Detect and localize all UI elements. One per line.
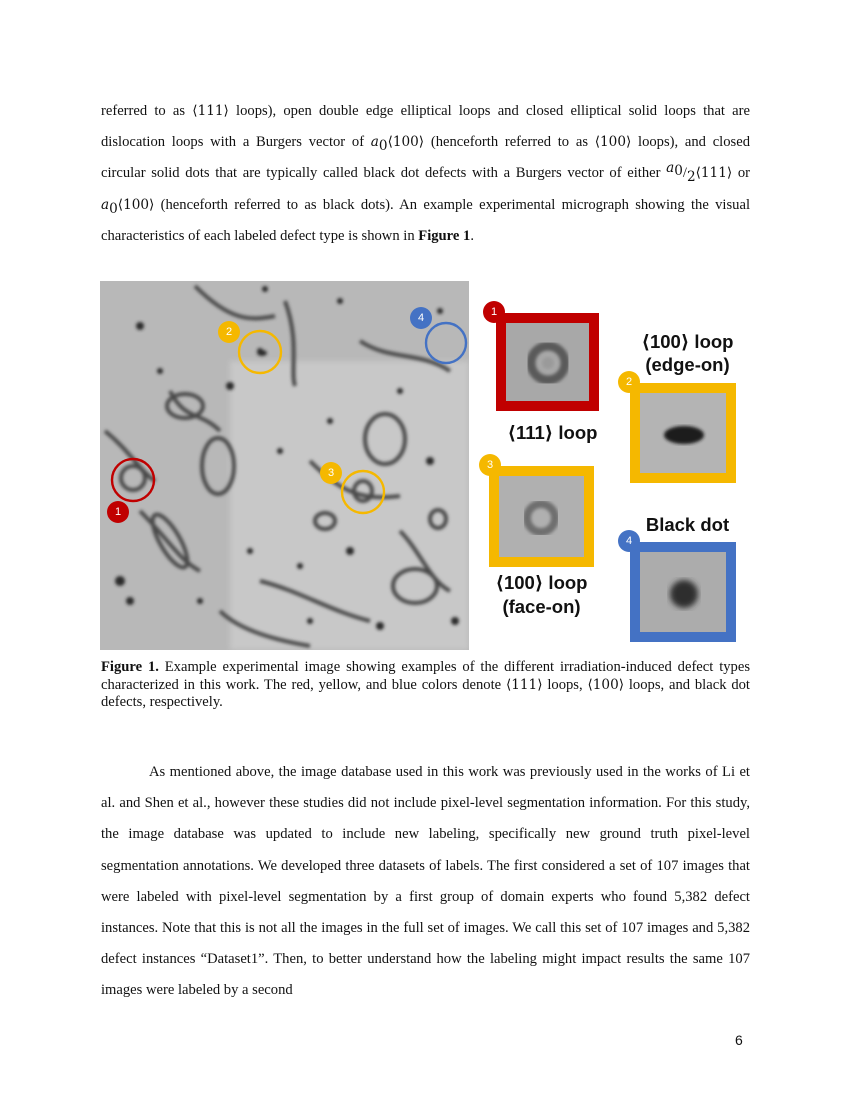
intro-paragraph: referred to as ⟨111⟩ loops), open double edge elliptical loops and closed elliptical solid loops that are dislocation loops with a Burgers vector of $a_0⟨100⟩$ (henceforth referred to as ⟨100⟩ loops), and closed circular solid dots that are typically called black dot defects with a Burgers vector of either $^{a_0}/_2⟨111⟩$ or $a_0⟨100⟩$ (henceforth referred to as black dots). An example experimental micrograph showing the visual characteristics of each labeled defect type is shown in Figure 1.: [101, 103, 750, 244]
label-black-dot: Black dot: [645, 514, 730, 535]
inset-111-loop-image: [506, 323, 589, 401]
badge-4-micrograph: 4: [410, 307, 432, 329]
badge-2-micrograph: 2: [218, 321, 240, 343]
label-100-face-on-1: ⟨100⟩ loop: [495, 572, 588, 593]
badge-3-inset: 3: [479, 454, 501, 476]
label-100-edge-on-2: (edge-on): [645, 354, 730, 375]
inset-100-face-on-image: [499, 476, 584, 557]
inset-100-face-on: [489, 466, 594, 567]
inset-black-dot-image: [640, 552, 726, 632]
body-paragraph: As mentioned above, the image database used in this work was previously used in the works of Li et al. and Shen et al., however these studies did not include pixel-level segmentation information. For this study, the image database was updated to include new labeling, specifically new ground truth pixel-level segmentation annotations. We developed three datasets of labels. The first considered a set of 107 images that were labeled with pixel-level segmentation by a first group of domain experts who found 5,382 defect instances. Note that this is not all the images in the full set of images. We call this set of 107 images and 5,382 defect instances “Dataset1”. Then, to better understand how the labeling might impact results the same 107 images were labeled by a second: [101, 764, 750, 999]
label-111-loop: ⟨111⟩ loop: [507, 422, 598, 443]
badge-4-inset: 4: [618, 530, 640, 552]
micrograph-image: [100, 281, 469, 650]
badge-3-micrograph: 3: [320, 462, 342, 484]
inset-black-dot: [630, 542, 736, 642]
badge-2-inset: 2: [618, 371, 640, 393]
figure-caption: Figure 1. Example experimental image showing examples of the different irradiation-induced defect types characterized in this work. The red, yellow, and blue colors denote ⟨111⟩ loops, ⟨100⟩ loops, and black dot defects, respectively.: [101, 659, 750, 711]
inset-100-edge-on-image: [640, 393, 726, 473]
figure-1: [100, 281, 750, 651]
label-100-edge-on-1: ⟨100⟩ loop: [641, 331, 734, 352]
label-100-face-on-2: (face-on): [502, 596, 581, 617]
inset-111-loop: [496, 313, 599, 411]
badge-1-inset: 1: [483, 301, 505, 323]
badge-1-micrograph: 1: [107, 501, 129, 523]
page-number: 6: [735, 1032, 743, 1048]
inset-100-edge-on: [630, 383, 736, 483]
